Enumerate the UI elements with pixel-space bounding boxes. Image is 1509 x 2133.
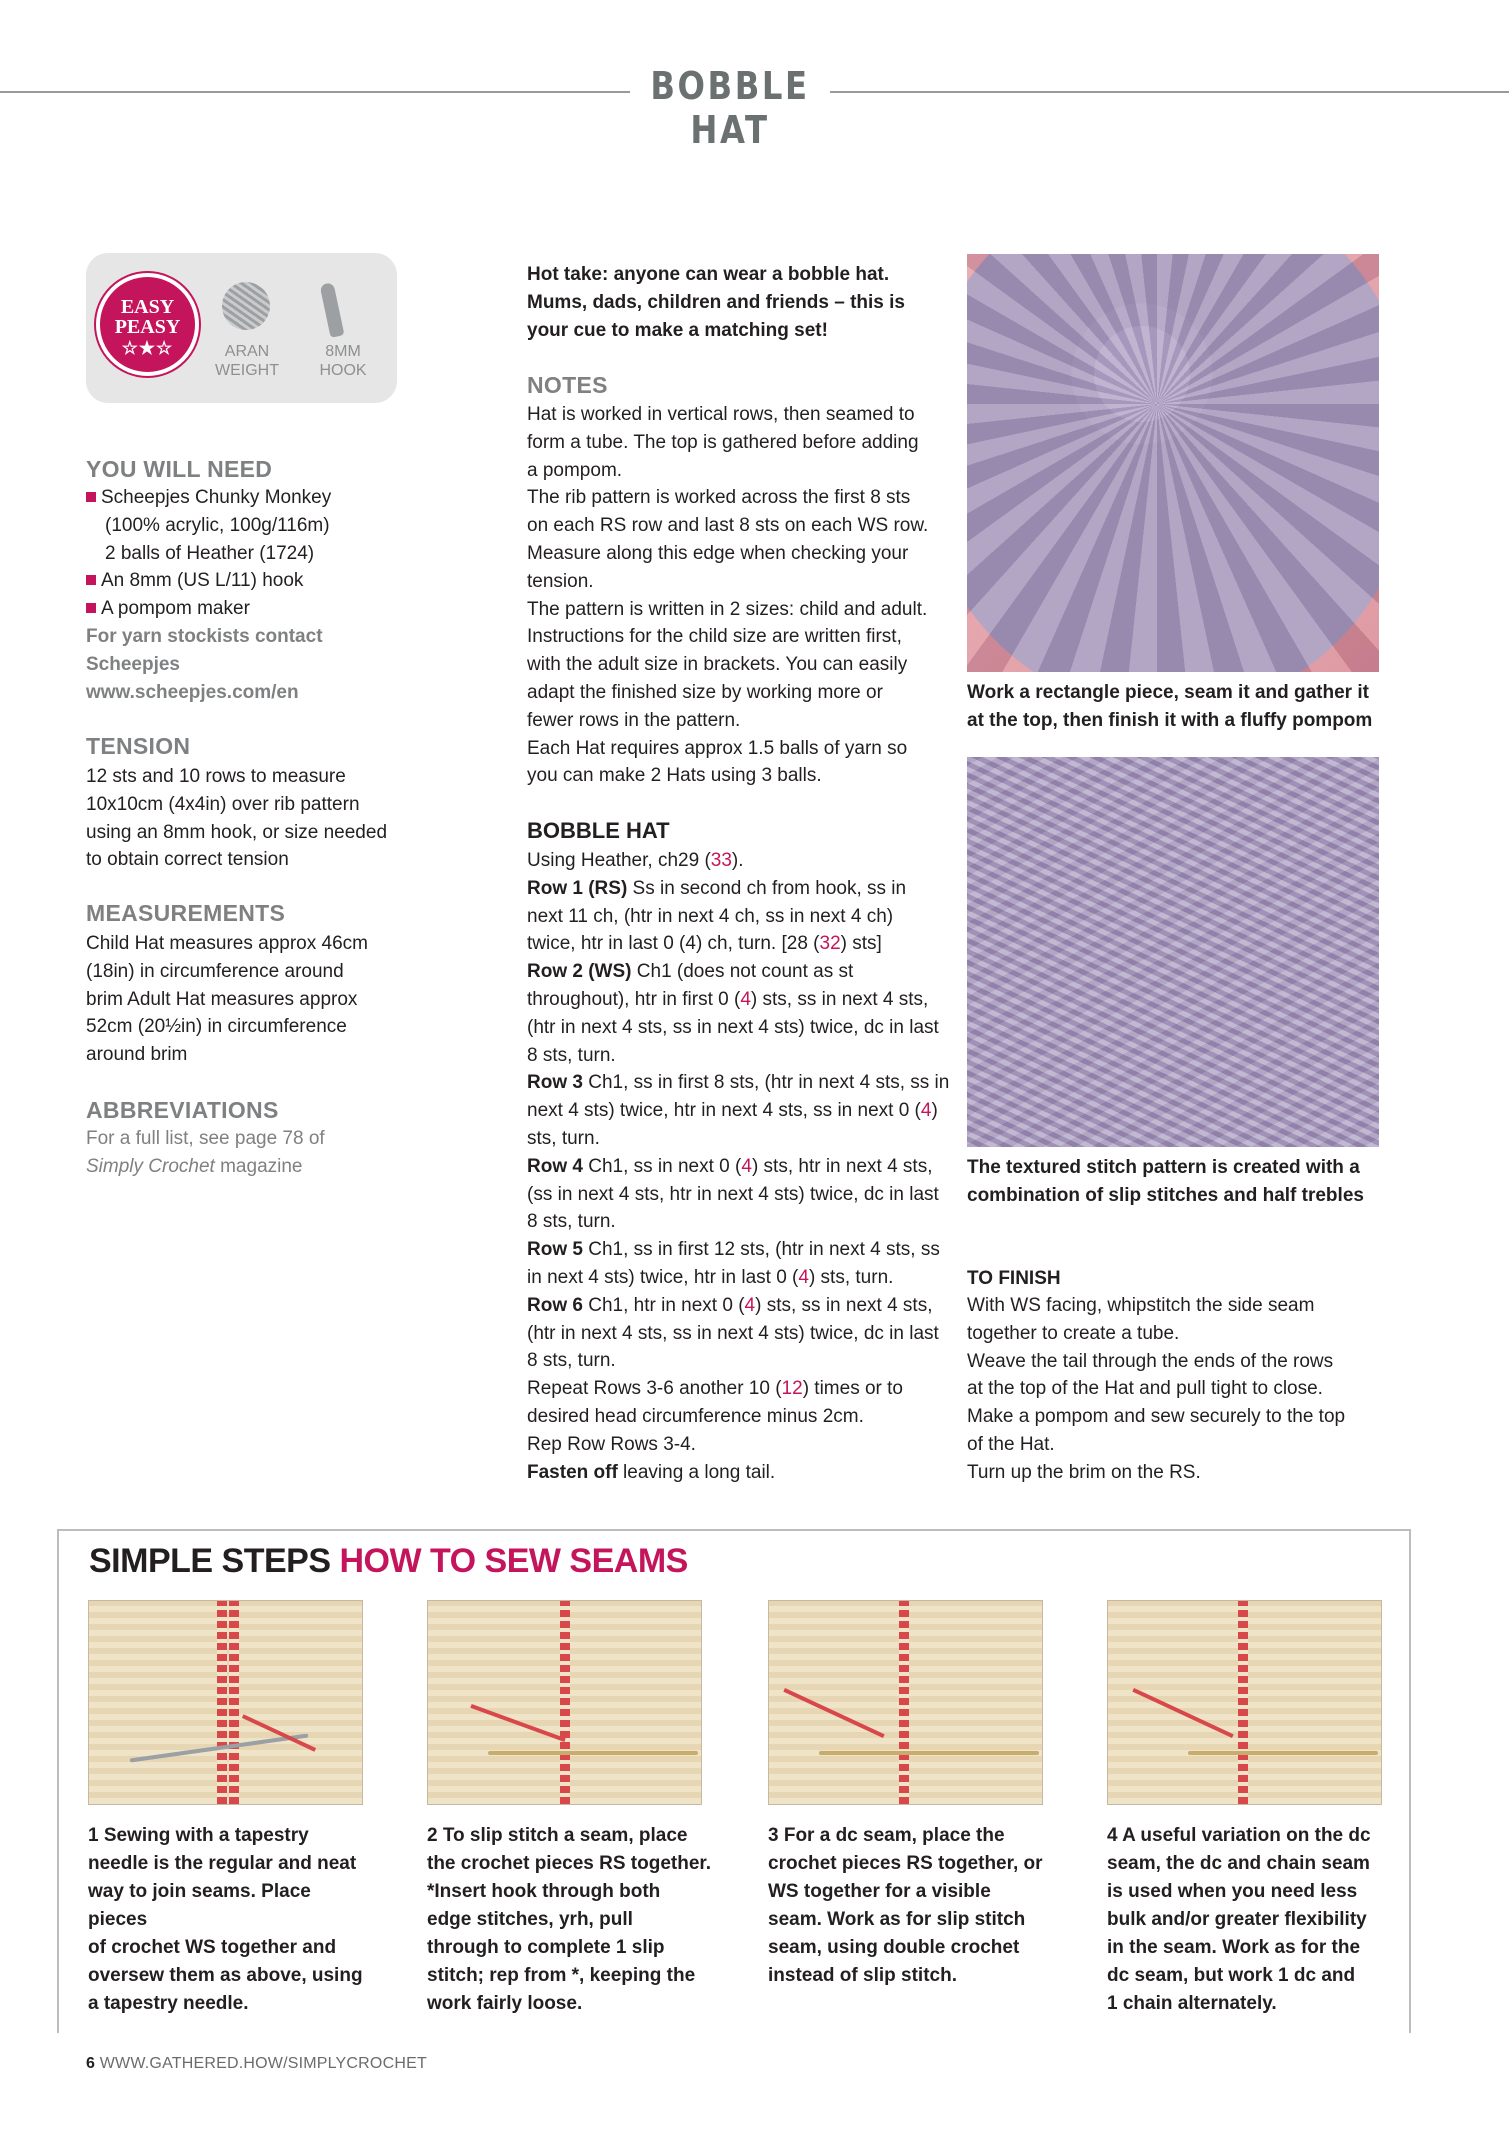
header-rule-right [830,91,1509,93]
list-item-cont: (100% acrylic, 100g/116m) [105,514,330,536]
tension-text: 12 sts and 10 rows to measure 10x10cm (4x4in) over rib pattern using an 8mm hook, or size needed to obtain correct tension [86,766,388,871]
yarn-weight-label [212,342,282,380]
abbreviations-heading: ABBREVIATIONS [86,1097,279,1123]
hat-photo-closeup [967,757,1379,1147]
pattern-heading: BOBBLE HAT [527,818,670,843]
bullet-icon [86,603,96,613]
tension-heading: TENSION [86,733,191,759]
yarn-strand [470,1704,565,1742]
step-2-caption: 2 To slip stitch a seam, place the crochet pieces RS together. *Insert hook through both edge stitches, yrh, pull through to complete 1 slip stitch; rep from *, keeping the work fairly loose. [427,1825,712,2014]
you-will-need-list [86,484,406,706]
photo-caption-bottom: The textured stitch pattern is created with a combination of slip stitches and half trebles [967,1157,1364,1206]
pattern-text: Using Heather, ch29 (33). Row 1 (RS) Ss in second ch from hook, ss in next 11 ch, (htr in next 4 ch, ss in next 4 ch) twice, htr in last 0 (4) ch, turn. [28 (32) sts] Row 2 (WS) Ch1 (does not count as st throughout), htr in first 0 (4) sts, ss in next 4 sts, (htr in next 4 sts, ss in next 4 sts) twice, dc in last 8 sts, turn. Row 3 Ch1, ss in first 8 sts, (htr in next 4 sts, ss in next 4 sts) twice, htr in next 4 sts, ss in next 0 (4) sts, turn. Row 4 Ch1, ss in next 0 (4) sts, htr in next 4 sts, (ss in next 4 sts, htr in next 4 sts) twice, dc in last 8 sts, turn. Row 5 Ch1, ss in first 12 sts, (htr in next 4 sts, ss in next 4 sts) twice, htr in last 0 (4) sts, turn. Row 6 Ch1, htr in next 0 (4) sts, ss in next 4 sts, (htr in next 4 sts, ss in next 4 sts) twice, dc in last 8 sts, turn. Repeat Rows 3-6 another 10 (12) times or to desired head circumference minus 2cm. Rep Row Rows 3-4. Fasten off leaving a long tail. [527,850,950,1483]
list-item: Scheepjes Chunky Monkey [86,484,406,512]
list-item: An 8mm (US L/11) hook [86,567,406,595]
list-item-cont: 2 balls of Heather (1724) [105,542,315,564]
yarn-weight-line1: ARAN [224,343,270,360]
simple-steps-subtitle: HOW TO SEW SEAMS [339,1542,688,1580]
crochet-hook [488,1751,698,1755]
intro-text: Hot take: anyone can wear a bobble hat. Mums, dads, children and friends – this is your cue to make a matching set! [527,264,905,341]
difficulty-label-line1: EASY [120,296,175,318]
yarn-weight-line2: WEIGHT [215,362,279,379]
measurements-heading: MEASUREMENTS [86,900,286,926]
photo-caption-top: Work a rectangle piece, seam it and gather it at the top, then finish it with a fluffy pompom [967,682,1373,731]
step-3-photo [768,1600,1043,1805]
seam-stitches [229,1601,239,1804]
page-footer [86,2055,427,2073]
measurements-text: Child Hat measures approx 46cm (18in) in circumference around brim Adult Hat measures approx 52cm (20½in) in circumference around brim [86,933,368,1066]
crochet-hook [819,1751,1039,1755]
notes-heading: NOTES [527,372,608,398]
difficulty-label-line2: PEASY [114,316,181,338]
footer-url[interactable]: WWW.GATHERED.HOW/SIMPLYCROCHET [95,2055,427,2072]
seam-stitches [560,1601,570,1804]
seam-stitches [217,1601,227,1804]
hat-photo-top [967,254,1379,672]
step-1-caption: 1 Sewing with a tapestry needle is the regular and neat way to join seams. Place pieces of crochet WS together and oversew them as above, using a tapestry needle. [88,1825,363,2014]
hook-size-label [308,342,378,380]
list-item: A pompom maker [86,595,406,623]
stockist-line: For yarn stockists contact [86,625,323,647]
abbreviations-text: For a full list, see page 78 of Simply Crochet magazine [86,1128,325,1177]
step-4-caption: 4 A useful variation on the dc seam, the dc and chain seam is used when you need less bulk and/or greater flexibility in the seam. Work as for the dc seam, but work 1 dc and 1 chain alternately. [1107,1825,1371,2014]
crochet-hook [1188,1751,1378,1755]
difficulty-stars: ☆★☆ [121,338,174,358]
step-3-caption: 3 For a dc seam, place the crochet pieces RS together, or WS together for a visible seam. Work as for slip stitch seam, using double crochet instead of slip stitch. [768,1825,1043,1986]
step-2-photo [427,1600,702,1805]
difficulty-badge [96,273,199,376]
notes-text: Hat is worked in vertical rows, then seamed to form a tube. The top is gathered before adding a pompom. The rib pattern is worked across the first 8 sts on each RS row and last 8 sts on each WS row. Measure along this edge when checking your tension. The pattern is written in 2 sizes: child and adult. Instructions for the child size are written first, with the adult size in brackets. You can easily adapt the finished size by working more or fewer rows in the pattern. Each Hat requires approx 1.5 balls of yarn so you can make 2 Hats using 3 balls. [527,404,929,787]
hook-size-line2: HOOK [319,362,367,379]
step-4-photo [1107,1600,1382,1805]
seam-stitches [1238,1601,1248,1804]
step-1-photo [88,1600,363,1805]
yarn-strand [1132,1688,1233,1738]
header-rule-left [0,91,630,93]
bullet-icon [86,575,96,585]
page-title: BOBBLE HAT [650,64,810,152]
stockist-link[interactable]: www.scheepjes.com/en [86,681,299,703]
stockist-name: Scheepjes [86,653,180,675]
bullet-icon [86,492,96,502]
hook-size-line1: 8MM [325,343,361,360]
page-number: 6 [86,2055,96,2072]
simple-steps-title: SIMPLE STEPS HOW TO SEW SEAMS [89,1542,688,1580]
to-finish-text: With WS facing, whipstitch the side seam together to create a tube. Weave the tail through the ends of the rows at the top of the Hat and pull tight to close. Make a pompom and sew securely to the top of the Hat. Turn up the brim on the RS. [967,1295,1346,1483]
yarn-ball-icon [222,282,270,330]
seam-stitches [899,1601,909,1804]
you-will-need-heading: YOU WILL NEED [86,456,273,482]
to-finish-heading: TO FINISH [967,1268,1061,1289]
yarn-strand [783,1688,884,1738]
